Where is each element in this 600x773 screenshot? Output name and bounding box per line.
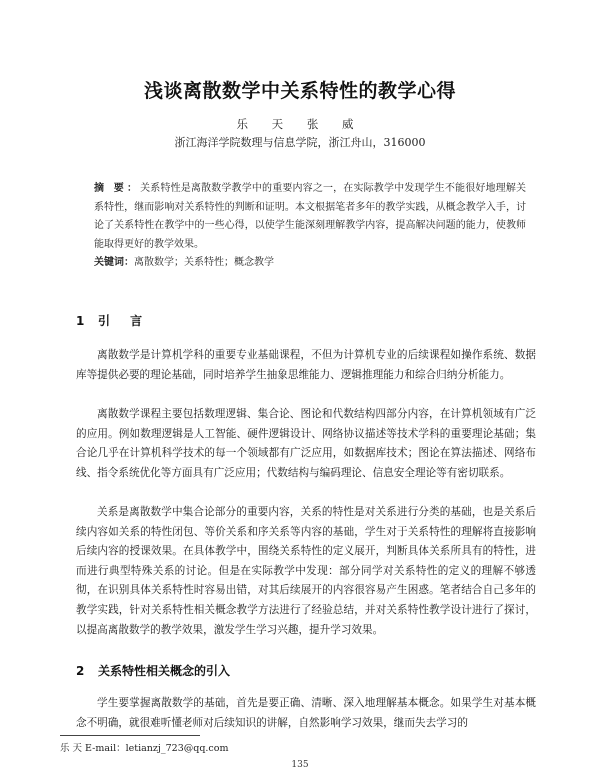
section-number: 2 [76, 664, 85, 678]
keywords-text: 离散数学；关系特性；概念教学 [134, 257, 274, 268]
section-title: 引 言 [98, 314, 151, 328]
paragraph: 关系是离散数学中集合论部分的重要内容，关系的特性是对关系进行分类的基础，也是关系后续内容如关系的特性闭包、等价关系和序关系等内容的基础，学生对于关系特性的理解将直接影响后续内容的授课效果。在具体教学中，围绕关系特性的定义展开，判断具体关系所具有的特性，进而进行典型特殊关系的讨论。但是在实际教学中发现：部分同学对关系特性的定义的理解不够透彻，在识别具体关系特性时容易出错，对其后续展开的内容很容易产生困惑。笔者结合自己多年的教学实践，针对关系特性相关概念教学方法进行了经验总结，并对关系特性教学设计进行了探讨，以提高离散数学的教学效果，激发学生学习兴趣，提升学习效果。 [76, 506, 536, 636]
section-number: 1 [76, 314, 85, 328]
abstract-text: 关系特性是离散数学教学中的重要内容之一，在实际教学中发现学生不能很好地理解关系特性，继而影响对关系特性的判断和证明。本文根据笔者多年的教学实践，从概念教学入手，讨论了关系特性在教学中的一些心得，以使学生能深刻理解教学内容，提高解决问题的能力，使教师能取得更好的教学效果。 [94, 183, 527, 250]
keywords-label: 关键词： [94, 257, 134, 268]
footnote: 乐 天 E-mail：letianzj_723@qq.com [60, 743, 229, 754]
paragraph: 离散数学是计算机学科的重要专业基础课程，不但为计算机专业的后续课程如操作系统、数据库等提供必要的理论基础，同时培养学生抽象思维能力、逻辑推理能力和综合归纳分析能力。 [76, 349, 536, 381]
author-affiliation: 浙江海洋学院数理与信息学院，浙江舟山，316000 [174, 136, 426, 149]
section-heading-introduction [76, 312, 536, 329]
page-number: 135 [291, 760, 309, 770]
author-names: 乐 天 张 威 [236, 117, 364, 131]
keywords [94, 253, 526, 268]
footnote-divider [60, 735, 200, 736]
section-title: 关系特性相关概念的引入 [98, 664, 231, 678]
paragraph: 学生要掌握离散数学的基础，首先是要正确、清晰、深入地理解基本概念。如果学生对基本概念不明确，就很难听懂老师对后续知识的讲解，自然影响学习效果，继而失去学习的 [76, 697, 536, 729]
abstract-label: 摘 要： [94, 183, 141, 194]
paragraph: 离散数学课程主要包括数理逻辑、集合论、图论和代数结构四部分内容，在计算机领域有广泛的应用。例如数理逻辑是人工智能、硬件逻辑设计、网络协议描述等技术学科的重要理论基础；集合论几乎在计算机科学技术的每一个领域都有广泛应用，如数据库技术；图论在算法描述、网络布线、指令系统优化等方面具有广泛应用；代数结构与编码理论、信息安全理论等有密切联系。 [76, 408, 536, 479]
section-heading-concepts [76, 662, 536, 679]
paper-title: 浅谈离散数学中关系特性的教学心得 [143, 80, 456, 102]
abstract [94, 180, 526, 254]
